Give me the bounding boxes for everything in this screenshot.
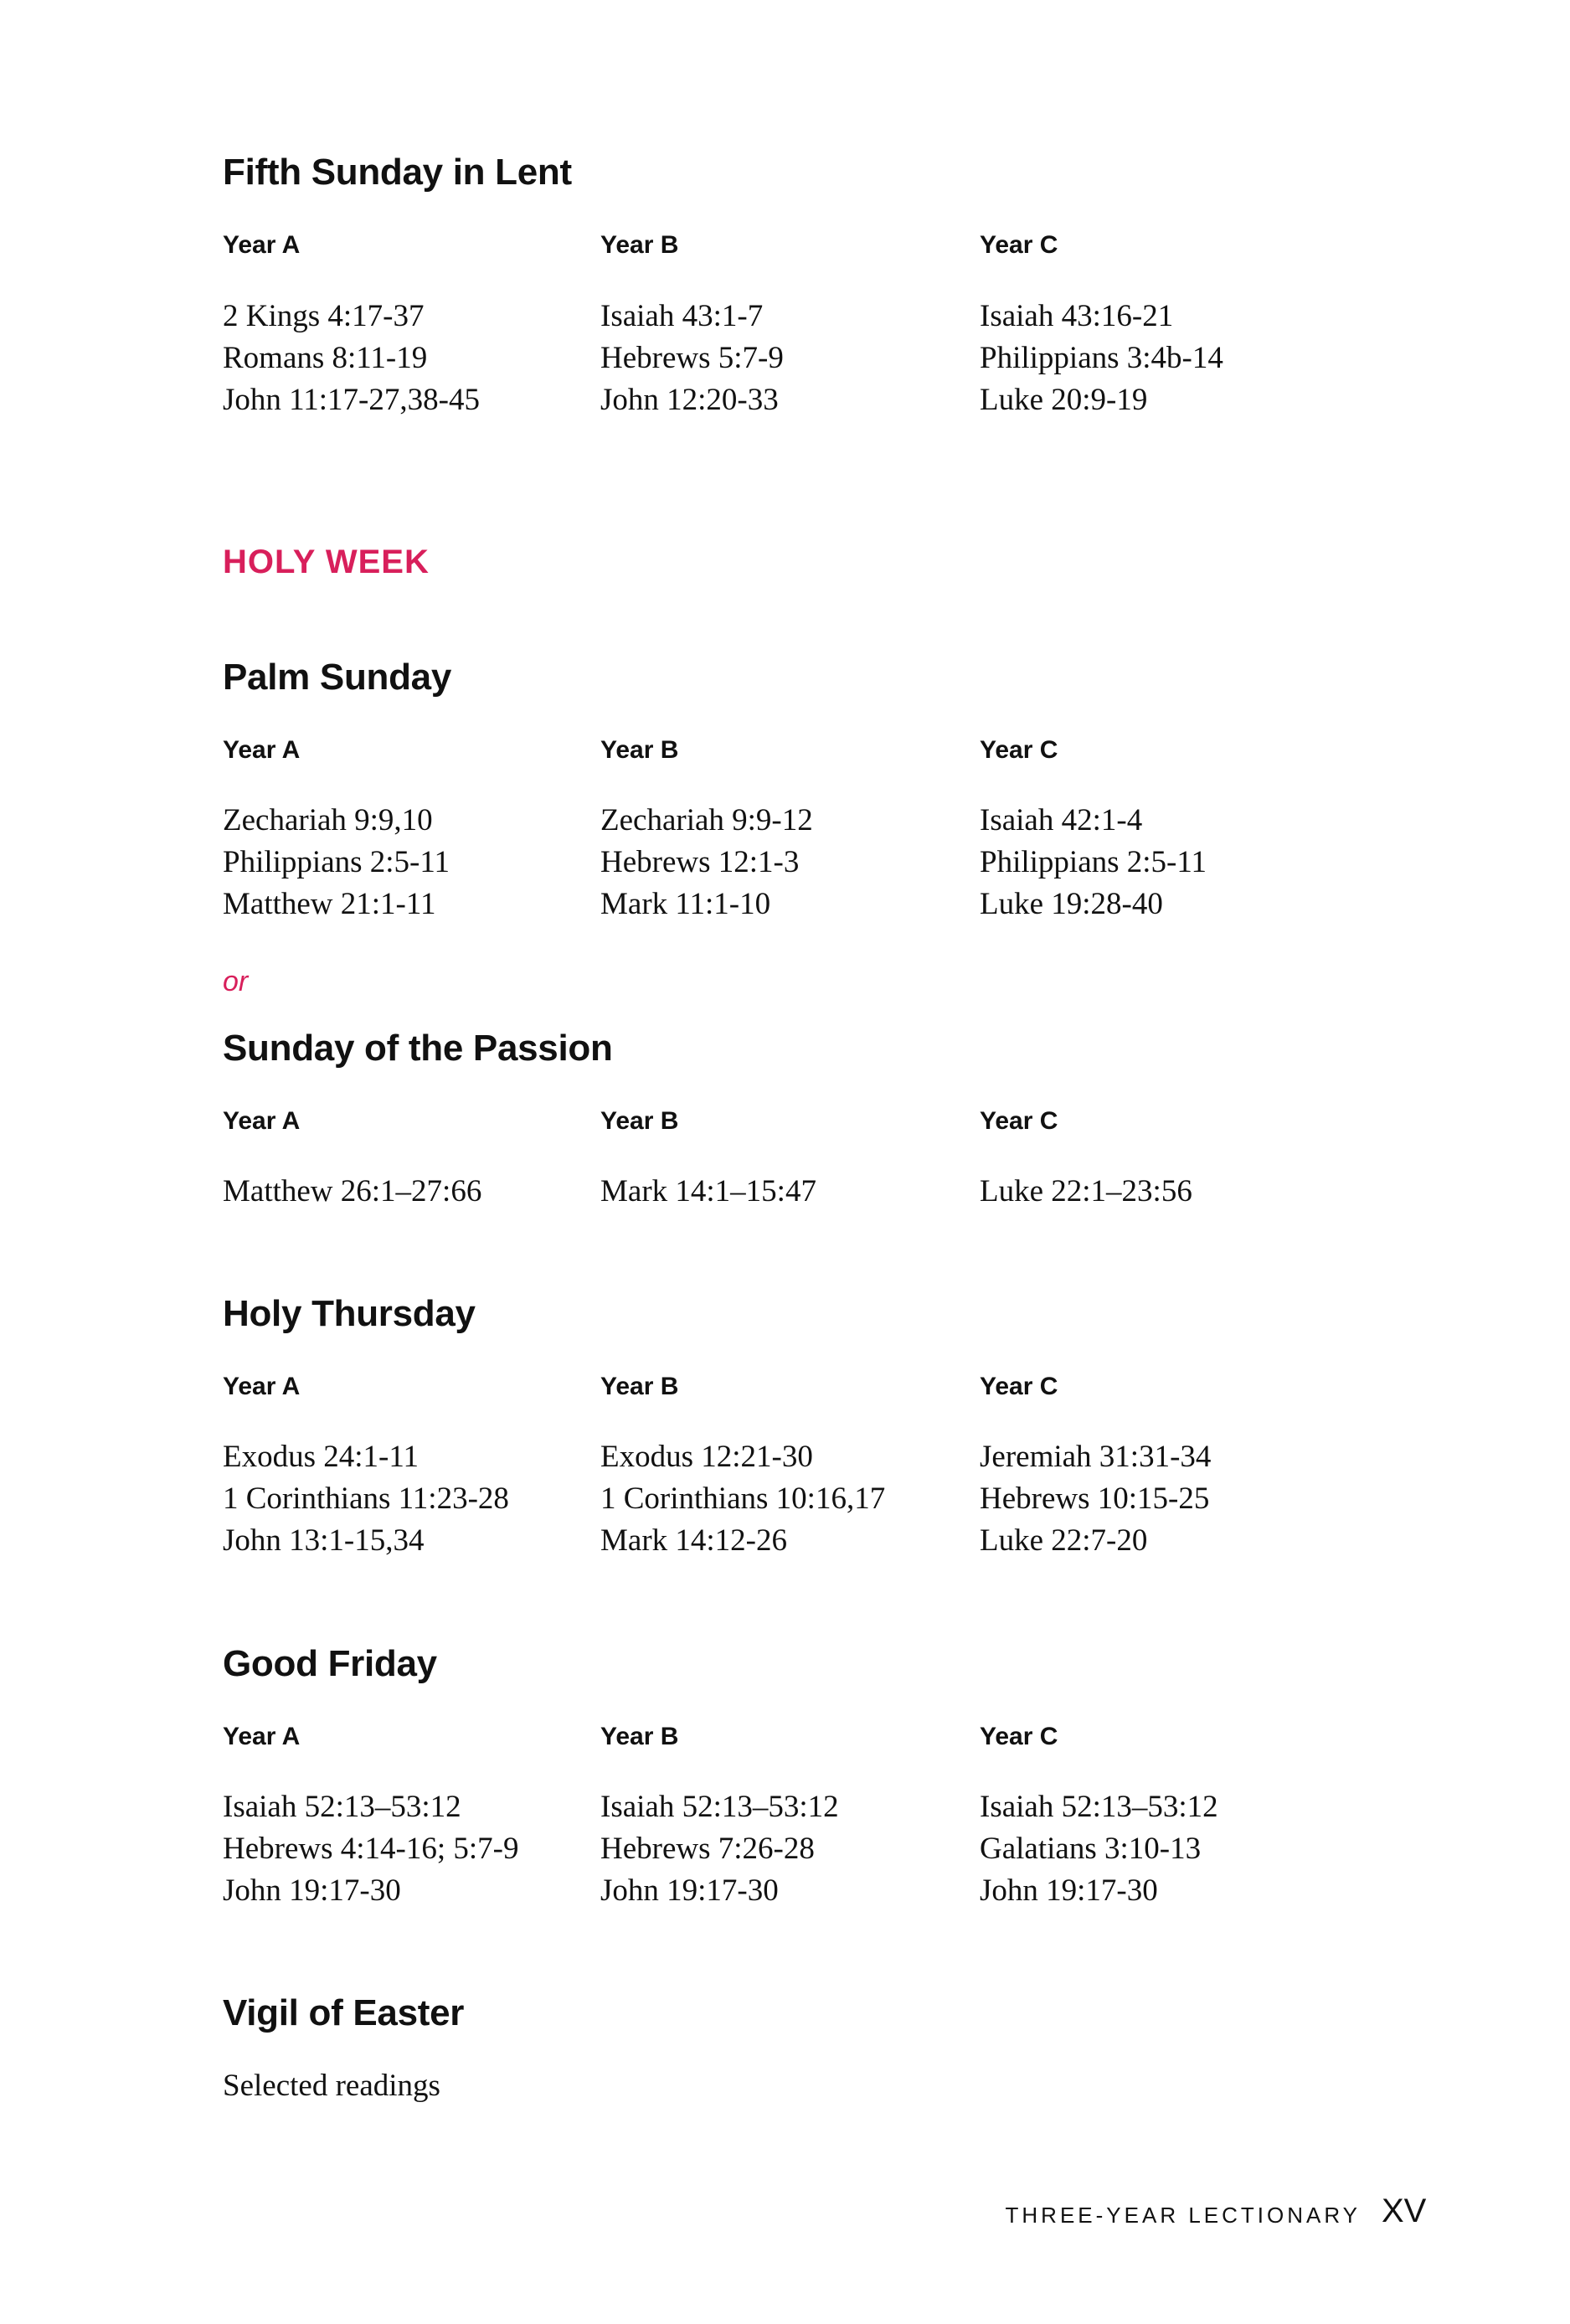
- vigil-of-easter-title: Vigil of Easter: [223, 1992, 465, 2033]
- reading-line: Luke 20:9-19: [980, 383, 1148, 417]
- palm-sunday-year-c-readings: [980, 800, 1207, 925]
- reading-line: Zechariah 9:9,10: [223, 803, 433, 837]
- reading-line: Selected readings: [223, 2069, 440, 2103]
- palm-sunday-title: Palm Sunday: [223, 657, 452, 698]
- good-friday-year-b-label: Year B: [600, 1723, 679, 1750]
- holy-week-heading: HOLY WEEK: [223, 544, 430, 580]
- passion-sunday-year-b-label: Year B: [600, 1107, 679, 1135]
- vigil-of-easter-note: [223, 2065, 440, 2107]
- holy-thursday-year-c-label: Year C: [980, 1373, 1058, 1400]
- good-friday-year-c-readings: [980, 1786, 1218, 1912]
- reading-line: Zechariah 9:9-12: [600, 803, 813, 837]
- reading-line: 1 Corinthians 10:16,17: [600, 1481, 886, 1516]
- reading-line: Isaiah 52:13–53:12: [600, 1790, 839, 1824]
- holy-thursday-year-b-label: Year B: [600, 1373, 679, 1400]
- or-separator: or: [223, 966, 249, 997]
- passion-sunday-title: Sunday of the Passion: [223, 1028, 613, 1069]
- reading-line: Hebrews 4:14-16; 5:7-9: [223, 1832, 519, 1866]
- reading-line: Mark 11:1-10: [600, 887, 771, 921]
- reading-line: John 11:17-27,38-45: [223, 383, 480, 417]
- reading-line: Romans 8:11-19: [223, 341, 428, 375]
- fifth-sunday-year-a-readings: [223, 296, 480, 421]
- reading-line: Philippians 2:5-11: [223, 845, 450, 879]
- reading-line: Isaiah 43:1-7: [600, 299, 764, 333]
- good-friday-title: Good Friday: [223, 1643, 437, 1684]
- reading-line: 1 Corinthians 11:23-28: [223, 1481, 509, 1516]
- reading-line: Isaiah 52:13–53:12: [223, 1790, 461, 1824]
- reading-line: Mark 14:1–15:47: [600, 1174, 816, 1208]
- reading-line: John 19:17-30: [223, 1873, 401, 1908]
- holy-thursday-year-b-readings: [600, 1436, 885, 1562]
- reading-line: John 19:17-30: [980, 1873, 1158, 1908]
- palm-sunday-year-a-label: Year A: [223, 736, 301, 764]
- reading-line: Hebrews 10:15-25: [980, 1481, 1210, 1516]
- reading-line: Isaiah 43:16-21: [980, 299, 1174, 333]
- palm-sunday-year-b-readings: [600, 800, 813, 925]
- reading-line: Hebrews 5:7-9: [600, 341, 784, 375]
- good-friday-year-a-readings: [223, 1786, 519, 1912]
- passion-sunday-year-b-readings: [600, 1171, 816, 1213]
- reading-line: Luke 22:1–23:56: [980, 1174, 1192, 1208]
- reading-line: Mark 14:12-26: [600, 1523, 787, 1558]
- reading-line: John 19:17-30: [600, 1873, 779, 1908]
- reading-line: Philippians 2:5-11: [980, 845, 1207, 879]
- reading-line: 2 Kings 4:17-37: [223, 299, 425, 333]
- passion-sunday-year-a-readings: [223, 1171, 481, 1213]
- fifth-sunday-year-a-label: Year A: [223, 231, 301, 259]
- reading-line: Hebrews 7:26-28: [600, 1832, 815, 1866]
- reading-line: Isaiah 42:1-4: [980, 803, 1143, 837]
- fifth-sunday-year-c-readings: [980, 296, 1223, 421]
- reading-line: Matthew 21:1-11: [223, 887, 436, 921]
- reading-line: Exodus 12:21-30: [600, 1440, 813, 1474]
- fifth-sunday-year-b-label: Year B: [600, 231, 679, 259]
- fifth-sunday-title: Fifth Sunday in Lent: [223, 152, 572, 193]
- palm-sunday-year-c-label: Year C: [980, 736, 1058, 764]
- page-number: XV: [1382, 2193, 1427, 2229]
- reading-line: Jeremiah 31:31-34: [980, 1440, 1212, 1474]
- passion-sunday-year-a-label: Year A: [223, 1107, 301, 1135]
- reading-line: John 12:20-33: [600, 383, 779, 417]
- fifth-sunday-year-c-label: Year C: [980, 231, 1058, 259]
- passion-sunday-year-c-readings: [980, 1171, 1192, 1213]
- fifth-sunday-year-b-readings: [600, 296, 784, 421]
- reading-line: John 13:1-15,34: [223, 1523, 425, 1558]
- reading-line: Philippians 3:4b-14: [980, 341, 1223, 375]
- running-head: THREE-YEAR LECTIONARY: [1005, 2203, 1361, 2228]
- reading-line: Isaiah 52:13–53:12: [980, 1790, 1218, 1824]
- reading-line: Exodus 24:1-11: [223, 1440, 419, 1474]
- passion-sunday-year-c-label: Year C: [980, 1107, 1058, 1135]
- good-friday-year-c-label: Year C: [980, 1723, 1058, 1750]
- holy-thursday-year-a-readings: [223, 1436, 509, 1562]
- reading-line: Luke 22:7-20: [980, 1523, 1148, 1558]
- palm-sunday-year-a-readings: [223, 800, 450, 925]
- good-friday-year-a-label: Year A: [223, 1723, 301, 1750]
- reading-line: Luke 19:28-40: [980, 887, 1163, 921]
- palm-sunday-year-b-label: Year B: [600, 736, 679, 764]
- holy-thursday-year-a-label: Year A: [223, 1373, 301, 1400]
- good-friday-year-b-readings: [600, 1786, 839, 1912]
- holy-thursday-title: Holy Thursday: [223, 1293, 476, 1334]
- reading-line: Hebrews 12:1-3: [600, 845, 800, 879]
- holy-thursday-year-c-readings: [980, 1436, 1211, 1562]
- reading-line: Matthew 26:1–27:66: [223, 1174, 482, 1208]
- reading-line: Galatians 3:10-13: [980, 1832, 1202, 1866]
